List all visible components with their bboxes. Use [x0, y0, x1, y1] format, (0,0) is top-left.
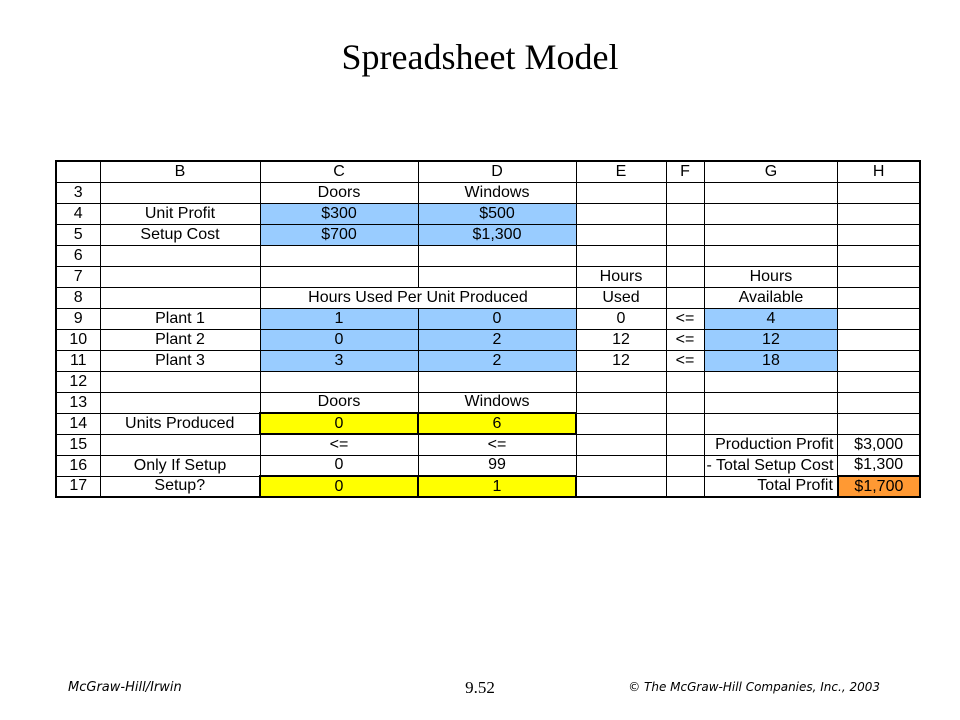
- row-14: [56, 413, 920, 434]
- cell-h17[interactable]: $1,700: [838, 476, 920, 497]
- row-6: [56, 245, 920, 266]
- cell-b10[interactable]: Plant 2: [100, 329, 260, 350]
- cell-f13[interactable]: [666, 392, 704, 413]
- row-5: [56, 224, 920, 245]
- cell-b9[interactable]: Plant 1: [100, 308, 260, 329]
- cell-d6[interactable]: [418, 245, 576, 266]
- cell-e7[interactable]: Hours: [576, 266, 666, 287]
- slide-number: 9.52: [465, 678, 495, 697]
- cell-e8[interactable]: Used: [576, 287, 666, 308]
- cell-d13[interactable]: Windows: [418, 392, 576, 413]
- cell-e16[interactable]: [576, 455, 666, 476]
- cell-b17[interactable]: Setup?: [100, 476, 260, 497]
- row-number[interactable]: 3: [56, 182, 100, 203]
- cell-b4[interactable]: Unit Profit: [100, 203, 260, 224]
- row-number[interactable]: 10: [56, 329, 100, 350]
- cell-e4[interactable]: [576, 203, 666, 224]
- row-number[interactable]: 6: [56, 245, 100, 266]
- cell-f17[interactable]: [666, 476, 704, 497]
- cell-f16[interactable]: [666, 455, 704, 476]
- row-17: [56, 476, 920, 497]
- cell-g6[interactable]: [704, 245, 838, 266]
- cell-h10[interactable]: [838, 329, 920, 350]
- cell-c10[interactable]: 0: [260, 329, 418, 350]
- cell-f15[interactable]: [666, 434, 704, 455]
- cell-f14[interactable]: [666, 413, 704, 434]
- column-header-f[interactable]: F: [666, 161, 704, 182]
- cell-c17[interactable]: 0: [260, 476, 418, 497]
- cell-f5[interactable]: [666, 224, 704, 245]
- column-header-d[interactable]: D: [418, 161, 576, 182]
- cell-h8[interactable]: [838, 287, 920, 308]
- cell-e14[interactable]: [576, 413, 666, 434]
- row-9: [56, 308, 920, 329]
- spreadsheet: [55, 160, 921, 498]
- row-number[interactable]: 16: [56, 455, 100, 476]
- cell-g8[interactable]: Available: [704, 287, 838, 308]
- row-number[interactable]: 4: [56, 203, 100, 224]
- cell-g7[interactable]: Hours: [704, 266, 838, 287]
- cell-e12[interactable]: [576, 371, 666, 392]
- cell-h9[interactable]: [838, 308, 920, 329]
- cell-h4[interactable]: [838, 203, 920, 224]
- cell-g11[interactable]: 18: [704, 350, 838, 371]
- cell-g3[interactable]: [704, 182, 838, 203]
- cell-e11[interactable]: 12: [576, 350, 666, 371]
- cell-e9[interactable]: 0: [576, 308, 666, 329]
- cell-e10[interactable]: 12: [576, 329, 666, 350]
- column-header-row: [56, 161, 920, 182]
- cell-e13[interactable]: [576, 392, 666, 413]
- cell-h13[interactable]: [838, 392, 920, 413]
- cell-h5[interactable]: [838, 224, 920, 245]
- cell-f10[interactable]: <=: [666, 329, 704, 350]
- corner-cell[interactable]: [56, 161, 100, 182]
- cell-g17[interactable]: Total Profit: [704, 476, 838, 497]
- cell-f12[interactable]: [666, 371, 704, 392]
- cell-g9[interactable]: 4: [704, 308, 838, 329]
- cell-d14[interactable]: 6: [418, 413, 576, 434]
- cell-f9[interactable]: <=: [666, 308, 704, 329]
- footer-publisher: McGraw-Hill/Irwin: [68, 680, 182, 695]
- cell-c16[interactable]: 0: [260, 455, 418, 476]
- cell-f7[interactable]: [666, 266, 704, 287]
- cell-d15[interactable]: <=: [418, 434, 576, 455]
- cell-e5[interactable]: [576, 224, 666, 245]
- cell-g4[interactable]: [704, 203, 838, 224]
- cell-b14[interactable]: Units Produced: [100, 413, 260, 434]
- row-3: [56, 182, 920, 203]
- row-number[interactable]: 11: [56, 350, 100, 371]
- cell-d4[interactable]: $500: [418, 203, 576, 224]
- cell-d12[interactable]: [418, 371, 576, 392]
- row-7: [56, 266, 920, 287]
- cell-b11[interactable]: Plant 3: [100, 350, 260, 371]
- cell-c8-merged[interactable]: Hours Used Per Unit Produced: [260, 287, 576, 308]
- cell-g10[interactable]: 12: [704, 329, 838, 350]
- cell-c7[interactable]: [260, 266, 418, 287]
- row-4: [56, 203, 920, 224]
- cell-d5[interactable]: $1,300: [418, 224, 576, 245]
- row-number[interactable]: 15: [56, 434, 100, 455]
- cell-d9[interactable]: 0: [418, 308, 576, 329]
- row-13: [56, 392, 920, 413]
- row-8: [56, 287, 920, 308]
- cell-e6[interactable]: [576, 245, 666, 266]
- cell-c11[interactable]: 3: [260, 350, 418, 371]
- row-11: [56, 350, 920, 371]
- cell-e15[interactable]: [576, 434, 666, 455]
- row-16: [56, 455, 920, 476]
- row-number[interactable]: 8: [56, 287, 100, 308]
- cell-d17[interactable]: 1: [418, 476, 576, 497]
- cell-b6[interactable]: [100, 245, 260, 266]
- cell-e3[interactable]: [576, 182, 666, 203]
- cell-g15[interactable]: Production Profit: [704, 434, 838, 455]
- cell-h3[interactable]: [838, 182, 920, 203]
- row-number[interactable]: 13: [56, 392, 100, 413]
- row-number[interactable]: 9: [56, 308, 100, 329]
- cell-b5[interactable]: Setup Cost: [100, 224, 260, 245]
- row-number[interactable]: 17: [56, 476, 100, 497]
- cell-f11[interactable]: <=: [666, 350, 704, 371]
- cell-c13[interactable]: Doors: [260, 392, 418, 413]
- column-header-h[interactable]: H: [838, 161, 920, 182]
- cell-b13[interactable]: [100, 392, 260, 413]
- cell-c5[interactable]: $700: [260, 224, 418, 245]
- cell-e17[interactable]: [576, 476, 666, 497]
- cell-g5[interactable]: [704, 224, 838, 245]
- column-header-c[interactable]: C: [260, 161, 418, 182]
- cell-h16[interactable]: $1,300: [838, 455, 920, 476]
- cell-d7[interactable]: [418, 266, 576, 287]
- row-15: [56, 434, 920, 455]
- column-header-e[interactable]: E: [576, 161, 666, 182]
- column-header-b[interactable]: B: [100, 161, 260, 182]
- cell-g16[interactable]: - Total Setup Cost: [704, 455, 838, 476]
- cell-c12[interactable]: [260, 371, 418, 392]
- cell-c14[interactable]: 0: [260, 413, 418, 434]
- row-number[interactable]: 5: [56, 224, 100, 245]
- cell-h7[interactable]: [838, 266, 920, 287]
- cell-f8[interactable]: [666, 287, 704, 308]
- cell-h15[interactable]: $3,000: [838, 434, 920, 455]
- cell-c3[interactable]: Doors: [260, 182, 418, 203]
- cell-b3[interactable]: [100, 182, 260, 203]
- cell-d11[interactable]: 2: [418, 350, 576, 371]
- footer-copyright: © The McGraw-Hill Companies, Inc., 2003: [628, 680, 880, 694]
- cell-b16[interactable]: Only If Setup: [100, 455, 260, 476]
- row-10: [56, 329, 920, 350]
- row-number[interactable]: 14: [56, 413, 100, 434]
- cell-b15[interactable]: [100, 434, 260, 455]
- cell-h14[interactable]: [838, 413, 920, 434]
- cell-g13[interactable]: [704, 392, 838, 413]
- cell-h12[interactable]: [838, 371, 920, 392]
- cell-b12[interactable]: [100, 371, 260, 392]
- row-number[interactable]: 7: [56, 266, 100, 287]
- cell-b8[interactable]: [100, 287, 260, 308]
- cell-d16[interactable]: 99: [418, 455, 576, 476]
- cell-c4[interactable]: $300: [260, 203, 418, 224]
- cell-h6[interactable]: [838, 245, 920, 266]
- cell-f4[interactable]: [666, 203, 704, 224]
- cell-h11[interactable]: [838, 350, 920, 371]
- cell-g14[interactable]: [704, 413, 838, 434]
- cell-c9[interactable]: 1: [260, 308, 418, 329]
- column-header-g[interactable]: G: [704, 161, 838, 182]
- cell-b7[interactable]: [100, 266, 260, 287]
- cell-d3[interactable]: Windows: [418, 182, 576, 203]
- cell-d10[interactable]: 2: [418, 329, 576, 350]
- row-number[interactable]: 12: [56, 371, 100, 392]
- cell-c6[interactable]: [260, 245, 418, 266]
- row-12: [56, 371, 920, 392]
- cell-c15[interactable]: <=: [260, 434, 418, 455]
- slide-title: Spreadsheet Model: [341, 37, 619, 77]
- cell-f3[interactable]: [666, 182, 704, 203]
- cell-g12[interactable]: [704, 371, 838, 392]
- cell-f6[interactable]: [666, 245, 704, 266]
